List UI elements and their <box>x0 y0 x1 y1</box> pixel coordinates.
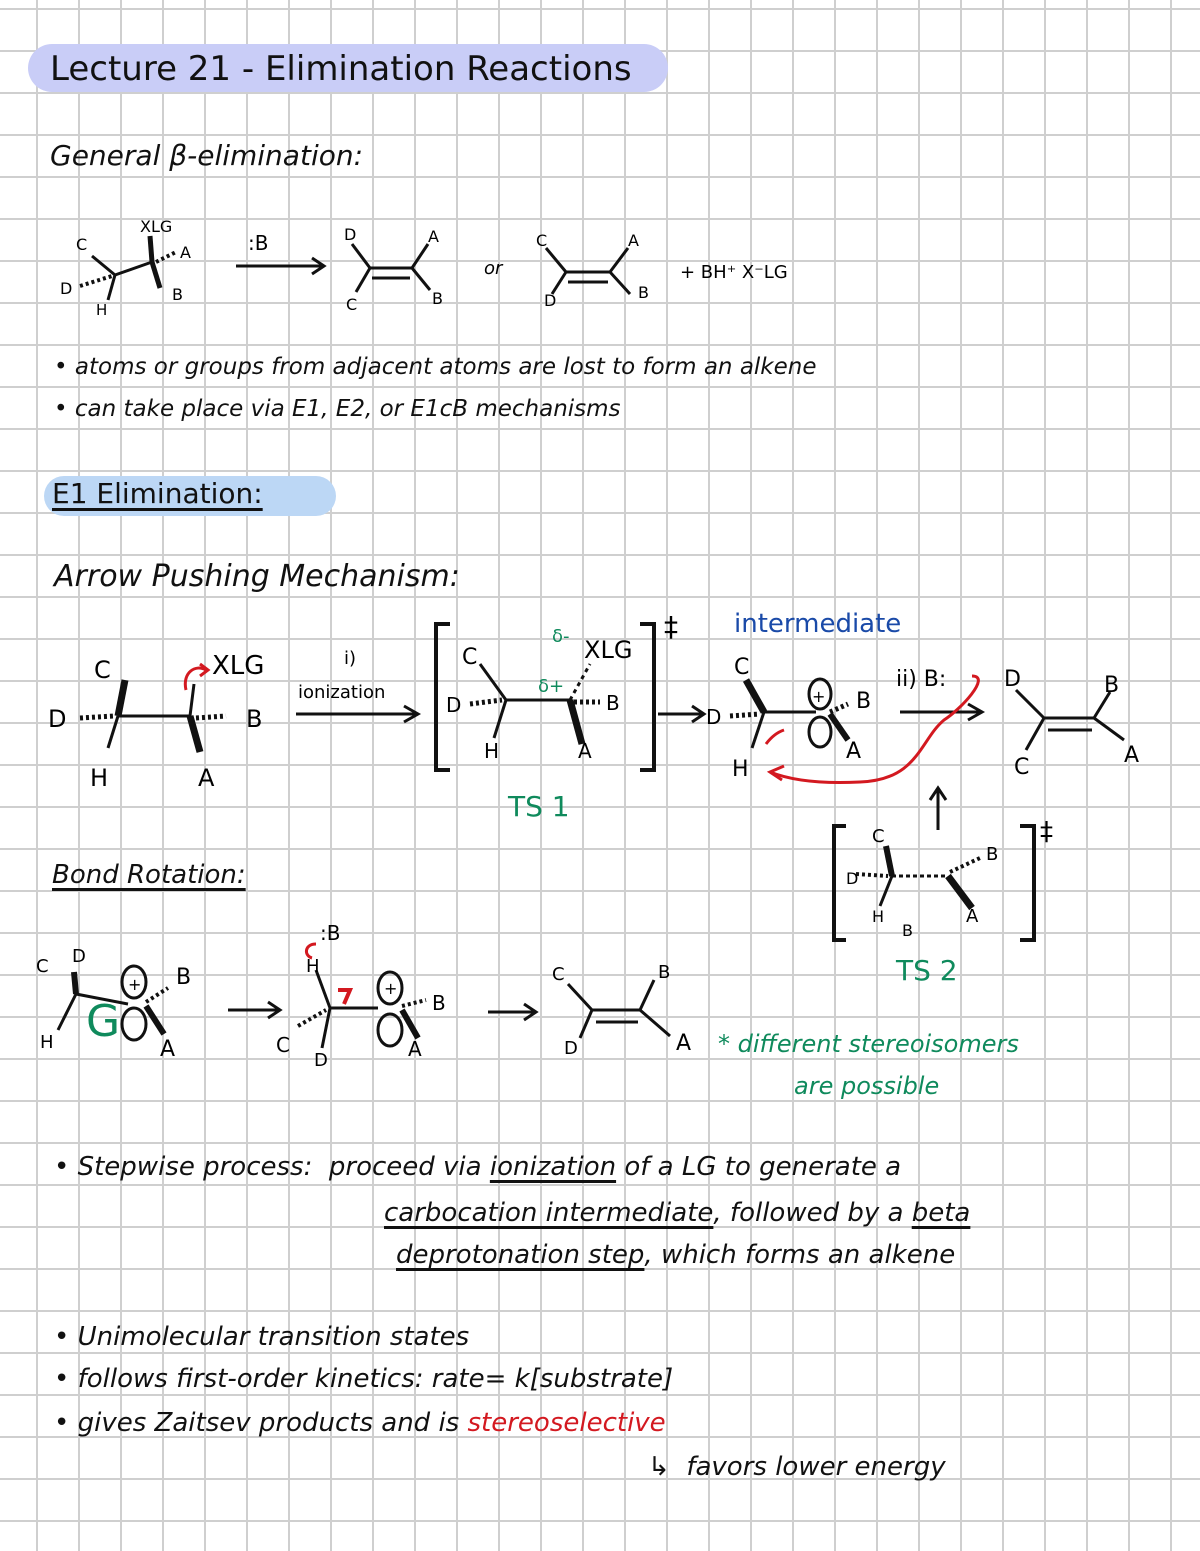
atom-label: H <box>90 764 109 792</box>
atom-label: C <box>94 656 111 684</box>
atom-label: B <box>246 705 263 733</box>
atom-label: ionization <box>298 682 386 703</box>
general-bullet-2: • can take place via E1, E2, or E1cB mechanisms <box>54 396 621 422</box>
ts2-structure <box>856 846 980 908</box>
atom-label: A <box>676 1031 692 1056</box>
atom-label: + <box>812 687 826 706</box>
atom-label: A <box>1124 743 1140 768</box>
atom-label: B <box>856 689 872 714</box>
atom-label: D <box>446 693 462 717</box>
atom-label: A <box>428 227 439 246</box>
atom-label: A <box>198 764 215 792</box>
atom-label: D <box>48 705 67 733</box>
stepwise-line-2: carbocation intermediate, followed by a beta <box>384 1198 971 1228</box>
ts1-structure <box>470 664 600 744</box>
atom-label: D <box>314 1050 328 1071</box>
atom-label: D <box>344 225 357 244</box>
atom-label: TS 2 <box>896 954 958 987</box>
atom-label: B <box>986 844 999 865</box>
atom-label: C <box>36 956 49 977</box>
atom-label: H <box>484 739 500 763</box>
page-title: Lecture 21 - Elimination Reactions <box>50 49 632 89</box>
gen-r-h: H <box>96 301 108 319</box>
atom-label: D <box>564 1038 578 1059</box>
atom-label: δ- <box>552 626 570 647</box>
atom-label: B <box>638 283 649 302</box>
carbocation-intermediate <box>730 679 848 748</box>
atom-label: i) <box>344 648 357 669</box>
atom-label: B <box>432 991 446 1015</box>
bond-rotation-heading: Bond Rotation: <box>52 860 246 890</box>
atom-label: B <box>658 962 671 983</box>
gen-r-d: D <box>60 279 73 298</box>
atom-label: B <box>1104 673 1120 698</box>
atom-label: intermediate <box>734 609 902 639</box>
atom-label: C <box>536 231 548 250</box>
general-bullet-1: • atoms or groups from adjacent atoms are lost to form an alkene <box>54 354 817 380</box>
general-heading: General β-elimination: <box>50 139 364 172</box>
atom-label: ‡ <box>664 610 678 643</box>
atom-label: B <box>432 289 443 308</box>
atom-label: ii) B: <box>896 667 947 692</box>
atom-label: C <box>872 826 885 847</box>
atom-label: + <box>128 975 142 994</box>
gen-or: or <box>484 258 503 279</box>
gen-r-c: C <box>76 235 88 254</box>
atom-label: G <box>86 996 121 1047</box>
general-product-2 <box>546 248 630 294</box>
atom-label: A <box>160 1037 176 1062</box>
gen-r-a: A <box>180 243 191 262</box>
atom-label: D <box>706 705 722 729</box>
general-product-1 <box>352 244 430 292</box>
atom-label: XLG <box>584 636 633 664</box>
atom-label: D <box>72 946 86 967</box>
atom-label: D <box>846 869 859 888</box>
atom-label: C <box>346 295 358 314</box>
note-bullet-3: • gives Zaitsev products and is stereoselective <box>54 1408 666 1438</box>
note-bullet-2: • follows first-order kinetics: rate= k[substrate] <box>54 1364 674 1394</box>
atom-label: A <box>966 906 979 927</box>
note-sub-bullet: ↳ favors lower energy <box>648 1452 946 1482</box>
atom-label: A <box>408 1037 422 1061</box>
atom-label: H <box>872 907 885 926</box>
atom-label: XLG <box>212 651 265 681</box>
note-bullet-1: • Unimolecular transition states <box>54 1322 470 1352</box>
atom-label: D <box>544 291 557 310</box>
atom-label: A <box>628 231 639 250</box>
atom-label: B <box>606 691 620 715</box>
atom-label: + <box>384 979 398 998</box>
stereoisomer-note-1: * different stereoisomers <box>718 1030 1019 1058</box>
atom-label: C <box>462 645 478 670</box>
atom-label: D <box>1004 667 1021 692</box>
stepwise-line-3: deprotonation step, which forms an alkene <box>396 1240 956 1270</box>
atom-label: H <box>306 956 320 977</box>
atom-label: :B <box>320 921 341 945</box>
gen-r-x: XLG <box>140 217 173 236</box>
atom-label: C <box>552 964 565 985</box>
gen-r-b: B <box>172 285 183 304</box>
atom-label: A <box>578 739 592 763</box>
atom-label: C <box>734 655 750 680</box>
atom-label: B <box>176 965 192 990</box>
e1-heading: E1 Elimination: <box>52 477 263 510</box>
atom-label: δ+ <box>538 676 565 697</box>
stepwise-line-1: • Stepwise process: proceed via ionization of a LG to generate a <box>54 1152 902 1182</box>
atom-label: B <box>902 921 913 940</box>
general-reactant <box>80 236 176 300</box>
rotation-step-2 <box>298 970 426 1048</box>
rotation-product <box>568 980 670 1038</box>
atom-label: C <box>276 1033 290 1057</box>
atom-label: H <box>732 757 749 782</box>
arrow-pushing-heading: Arrow Pushing Mechanism: <box>54 559 460 594</box>
ts2-brackets <box>834 826 1034 940</box>
e1-reactant <box>80 680 226 752</box>
atom-label: C <box>1014 755 1030 780</box>
atom-label: H <box>40 1032 54 1053</box>
atom-label: ‡ <box>1040 817 1053 847</box>
stereoisomer-note-2: are possible <box>794 1072 940 1100</box>
e1-product <box>1016 690 1124 750</box>
atom-label: A <box>846 739 862 764</box>
atom-label: TS 1 <box>508 790 570 823</box>
gen-byproduct: + BH⁺ X⁻LG <box>680 262 788 283</box>
gen-reagent: :B <box>248 231 269 255</box>
